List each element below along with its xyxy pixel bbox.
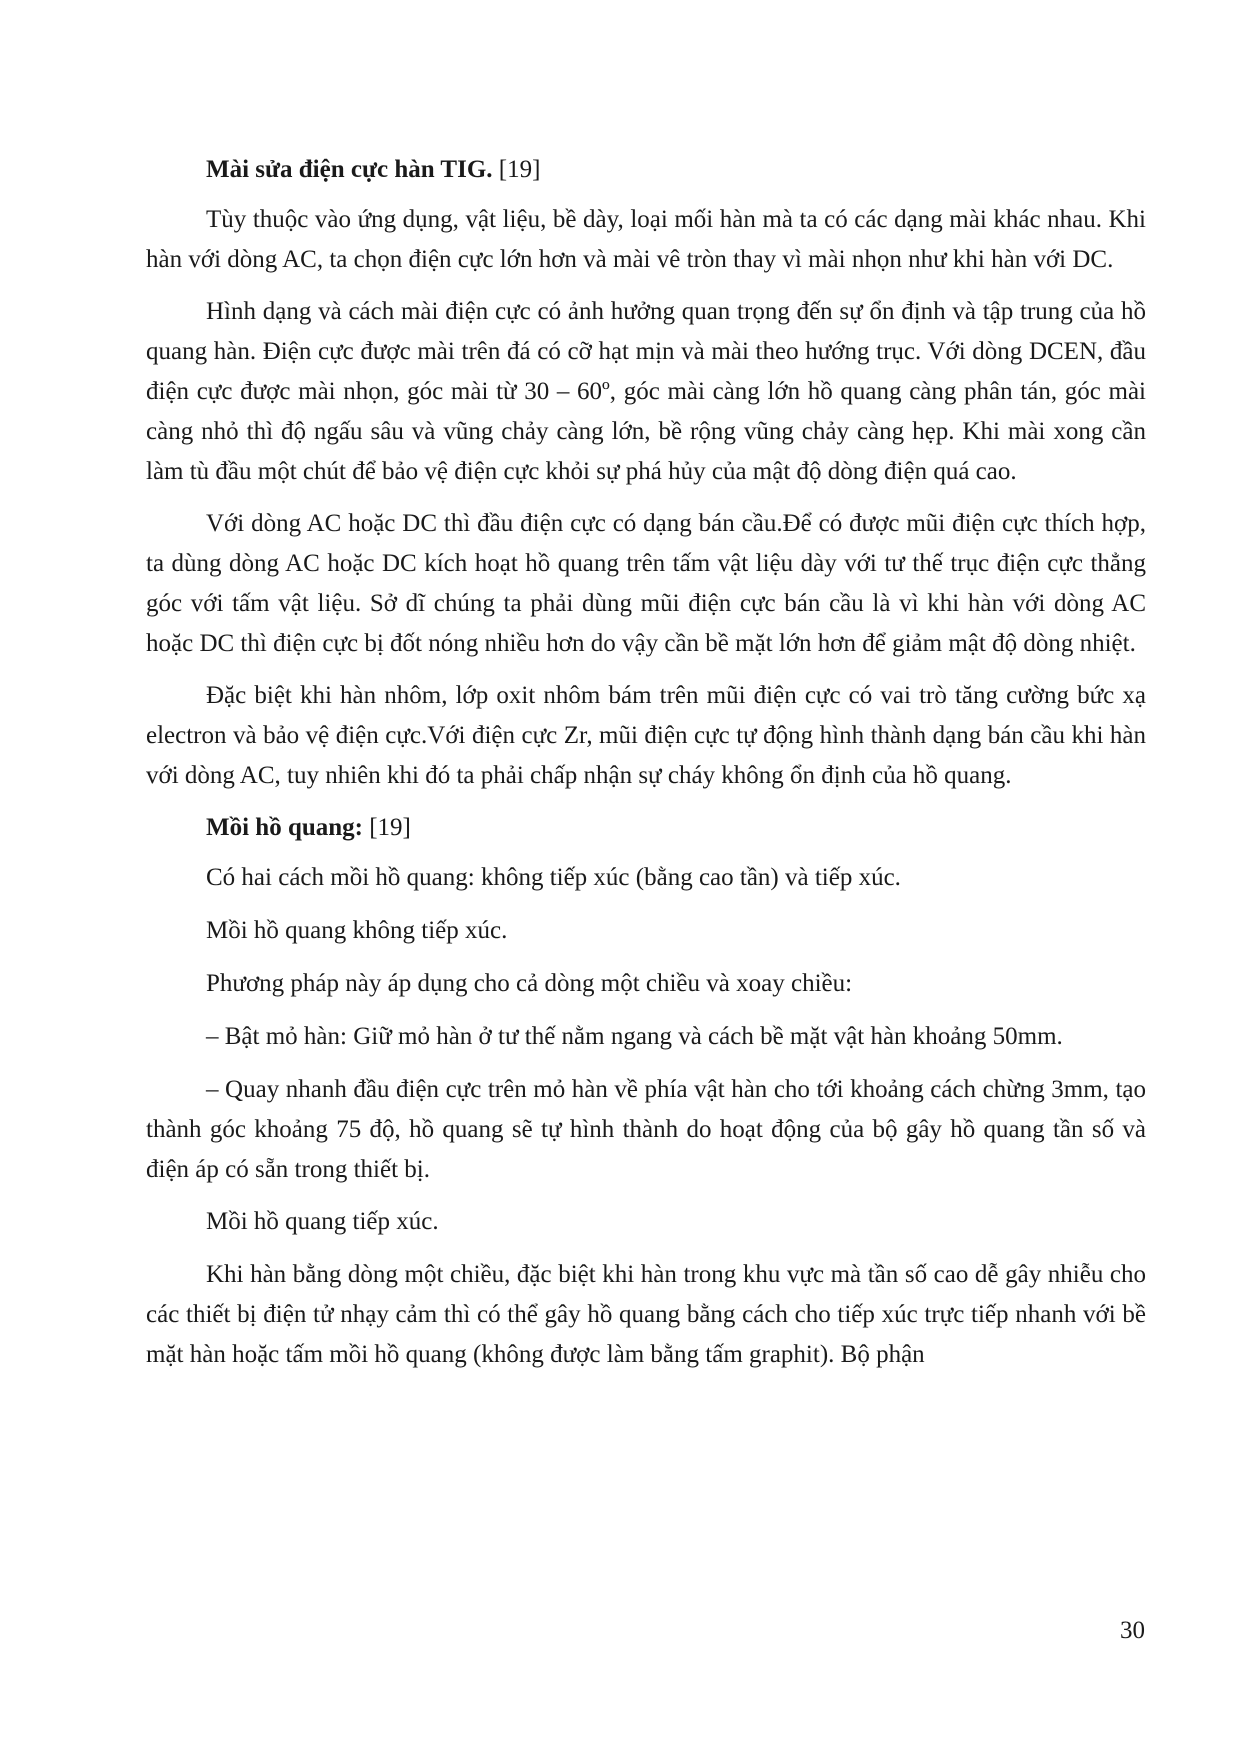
text-line-turn-on-torch: – Bật mỏ hàn: Giữ mỏ hàn ở tư thế nằm ngang và cách bề mặt vật hàn khoảng 50mm. (206, 1023, 1063, 1050)
text-line-contact: Mồi hồ quang tiếp xúc. (206, 1208, 439, 1235)
document-page (146, 150, 1146, 1387)
section-heading-arc-striking (146, 808, 1146, 848)
paragraph-aluminum-welding: Đặc biệt khi hàn nhôm, lớp oxit nhôm bám trên mũi điện cực có vai trò tăng cường bức xạ electron và bảo vệ điện cực.Với điện cực Zr, mũi điện cực tự động hình thành dạng bán cầu khi hàn với dòng AC, tuy nhiên khi đó ta phải chấp nhận sự cháy không ổn định của hồ quang. (146, 682, 1146, 789)
heading-text: Mài sửa điện cực hàn TIG. (206, 156, 493, 183)
paragraph-dc-welding: Khi hàn bằng dòng một chiều, đặc biệt khi hàn trong khu vực mà tần số cao dễ gây nhiễu cho các thiết bị điện tử nhạy cảm thì có thể gây hồ quang bằng cách cho tiếp xúc trực tiếp nhanh với bề mặt hàn hoặc tấm mồi hồ quang (không được làm bằng tấm graphit). Bộ phận (146, 1261, 1146, 1368)
paragraph-hemisphere-tip: Với dòng AC hoặc DC thì đầu điện cực có dạng bán cầu.Để có được mũi điện cực thích hợp, ta dùng dòng AC hoặc DC kích hoạt hồ quang trên tấm vật liệu dày với tư thế trục điện cực thẳng góc với tấm vật liệu. Sở dĩ chúng ta phải dùng mũi điện cực bán cầu là vì khi hàn với dòng AC hoặc DC thì điện cực bị đốt nóng nhiều hơn do vậy cần bề mặt lớn hơn để giảm mật độ dòng nhiệt. (146, 510, 1146, 657)
text-line-two-methods: Có hai cách mồi hồ quang: không tiếp xúc (bằng cao tần) và tiếp xúc. (206, 864, 901, 891)
page-number: 30 (1120, 1617, 1145, 1644)
paragraph-grinding-shape: Hình dạng và cách mài điện cực có ảnh hưởng quan trọng đến sự ổn định và tập trung của hồ quang hàn. Điện cực được mài trên đá có cỡ hạt mịn và mài theo hướng trục. Với dòng DCEN, đầu điện cực được mài nhọn, góc mài từ 30 – 60º, góc mài càng lớn hồ quang càng phân tán, góc mài càng nhỏ thì độ ngấu sâu và vũng chảy càng lớn, bề rộng vũng chảy càng hẹp. Khi mài xong cần làm tù đầu một chút để bảo vệ điện cực khỏi sự phá hủy của mật độ dòng điện quá cao. (146, 298, 1146, 485)
paragraph-grinding-types: Tùy thuộc vào ứng dụng, vật liệu, bề dày, loại mối hàn mà ta có các dạng mài khác nhau. Khi hàn với dòng AC, ta chọn điện cực lớn hơn và mài vê tròn thay vì mài nhọn như khi hàn với DC. (146, 206, 1146, 273)
paragraph-rotate-electrode: – Quay nhanh đầu điện cực trên mỏ hàn về phía vật hàn cho tới khoảng cách chừng 3mm, tạo thành góc khoảng 75 độ, hồ quang sẽ tự hình thành do hoạt động của bộ gây hồ quang tần số và điện áp có sẵn trong thiết bị. (146, 1076, 1146, 1183)
heading-text: Mồi hồ quang: (206, 814, 363, 841)
text-line-method-applies: Phương pháp này áp dụng cho cả dòng một chiều và xoay chiều: (206, 970, 853, 997)
section-heading-electrode-grinding (146, 150, 1146, 190)
heading-reference: [19] (492, 156, 541, 183)
text-line-non-contact: Mồi hồ quang không tiếp xúc. (206, 917, 508, 944)
heading-reference: [19] (362, 814, 411, 841)
